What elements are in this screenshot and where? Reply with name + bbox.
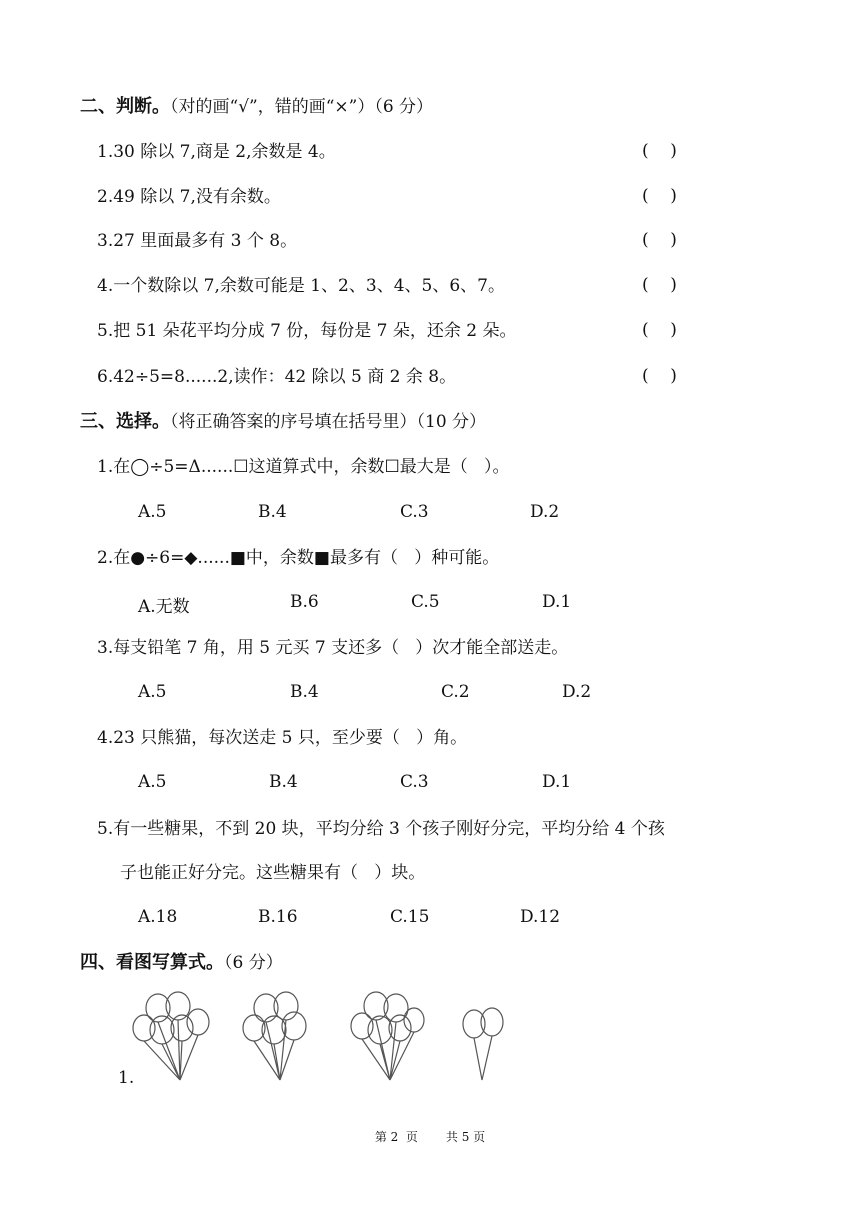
q4-option-b[interactable]: B.4 [269, 772, 298, 792]
choice-question-1: 1.在◯÷5=Δ......☐这道算式中，余数☐最大是（ ）。 [97, 457, 510, 477]
section4-title: 四、看图写算式。 [80, 952, 224, 973]
q1-option-d[interactable]: D.2 [530, 502, 560, 522]
q5-option-c[interactable]: C.15 [390, 907, 430, 927]
q3-option-a[interactable]: A.5 [138, 682, 167, 702]
answer-paren-3[interactable]: ( ) [642, 230, 677, 250]
q5-option-d[interactable]: D.12 [520, 907, 561, 927]
q2-option-b[interactable]: B.6 [290, 592, 319, 612]
q1-option-c[interactable]: C.3 [400, 502, 429, 522]
q3-option-b[interactable]: B.4 [290, 682, 319, 702]
section3-heading [80, 411, 486, 433]
q3-option-c[interactable]: C.2 [441, 682, 470, 702]
judge-item-4: 4.一个数除以 7,余数可能是 1、2、3、4、5、6、7。 [97, 276, 505, 296]
judge-item-1: 1.30 除以 7,商是 2,余数是 4。 [97, 142, 336, 162]
q3-option-d[interactable]: D.2 [562, 682, 592, 702]
q5-option-b[interactable]: B.16 [258, 907, 298, 927]
q4-option-a[interactable]: A.5 [138, 772, 167, 792]
q2-option-c[interactable]: C.5 [411, 592, 440, 612]
q5-option-a[interactable]: A.18 [138, 907, 178, 927]
answer-paren-4[interactable]: ( ) [642, 275, 677, 295]
q1-option-b[interactable]: B.4 [258, 502, 287, 522]
answer-paren-6[interactable]: ( ) [642, 366, 677, 386]
section2-heading [80, 96, 433, 118]
judge-item-2: 2.49 除以 7,没有余数。 [97, 187, 281, 207]
section4-note: （6 分） [224, 953, 283, 973]
q2-option-a[interactable]: A.无数 [138, 597, 190, 617]
answer-paren-1[interactable]: ( ) [642, 141, 677, 161]
section2-note: （对的画“√”，错的画“×”）（6 分） [170, 97, 434, 117]
q4-option-d[interactable]: D.1 [542, 772, 572, 792]
choice-question-5-cont: 子也能正好分完。这些糖果有（ ）块。 [120, 863, 426, 883]
balloon-bunch-3 [351, 992, 424, 1080]
balloon-bunches-illustration [130, 990, 530, 1086]
balloon-bunch-1 [133, 992, 209, 1080]
choice-question-3: 3.每支铅笔 7 角，用 5 元买 7 支还多（ ）次才能全部送走。 [97, 638, 569, 658]
choice-question-2: 2.在●÷6=◆......■中，余数■最多有（ ）种可能。 [97, 548, 500, 568]
balloon-bunch-4 [463, 1008, 503, 1080]
balloon-bunch-2 [243, 992, 306, 1080]
section2-title: 二、判断。 [80, 96, 170, 117]
choice-question-4: 4.23 只熊猫，每次送走 5 只，至少要（ ）角。 [97, 728, 468, 748]
page-total: 共 5 页 [445, 1130, 486, 1144]
answer-paren-2[interactable]: ( ) [642, 186, 677, 206]
q1-option-a[interactable]: A.5 [138, 502, 167, 522]
judge-item-3: 3.27 里面最多有 3 个 8。 [97, 231, 298, 251]
judge-item-5: 5.把 51 朵花平均分成 7 份，每份是 7 朵，还余 2 朵。 [97, 321, 517, 341]
q4-option-c[interactable]: C.3 [400, 772, 429, 792]
section4-heading [80, 952, 283, 974]
q2-option-d[interactable]: D.1 [542, 592, 572, 612]
page-footer [0, 1128, 860, 1145]
picture-item-label: 1. [118, 1068, 135, 1088]
page-number: 第 2 页 [374, 1130, 418, 1144]
section3-title: 三、选择。 [80, 411, 170, 432]
section3-note: （将正确答案的序号填在括号里）（10 分） [170, 412, 487, 432]
answer-paren-5[interactable]: ( ) [642, 320, 677, 340]
judge-item-6: 6.42÷5=8......2,读作：42 除以 5 商 2 余 8。 [97, 367, 457, 387]
choice-question-5: 5.有一些糖果，不到 20 块，平均分给 3 个孩子刚好分完，平均分给 4 个孩 [97, 819, 665, 839]
